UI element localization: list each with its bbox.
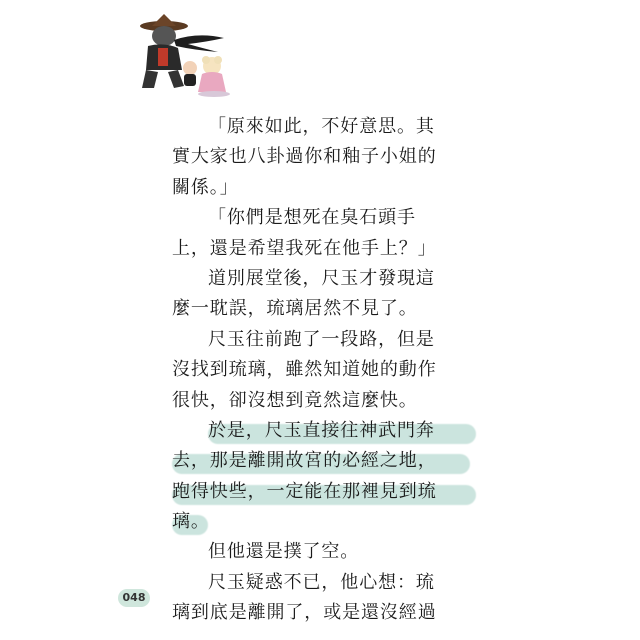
highlighted-line bbox=[172, 477, 472, 507]
paragraph-6 bbox=[172, 537, 472, 567]
text-line: 道別展堂後，尺玉才發現這 bbox=[208, 267, 435, 289]
text-line: 上，還是希望我死在他手上？」 bbox=[172, 237, 437, 259]
paragraph-4 bbox=[172, 325, 472, 416]
text-line: 「你們是想死在臭石頭手 bbox=[208, 207, 416, 229]
text-line: 去，那是離開故宮的必經之地， bbox=[172, 450, 437, 472]
text-line: 關係。」 bbox=[172, 176, 239, 198]
text-line: 於是，尺玉直接往神武門奔 bbox=[208, 419, 435, 441]
highlighted-line bbox=[172, 507, 472, 537]
ninja-characters-illustration bbox=[128, 12, 232, 98]
highlighted-line bbox=[172, 446, 472, 476]
paragraph-2 bbox=[172, 203, 472, 264]
text-line: 璃到底是離開了，或是還沒經過 bbox=[172, 602, 437, 624]
highlighted-line bbox=[172, 416, 472, 446]
text-line: 但他還是撲了空。 bbox=[208, 541, 360, 563]
page-number: 048 bbox=[118, 589, 150, 607]
text-line: 麼一耽誤，琉璃居然不見了。 bbox=[172, 298, 418, 320]
story-text bbox=[172, 112, 472, 629]
text-line: 很快，卻沒想到竟然這麼快。 bbox=[172, 389, 418, 411]
text-line: 璃。 bbox=[172, 511, 210, 533]
paragraph-3 bbox=[172, 264, 472, 325]
paragraph-1 bbox=[172, 112, 472, 203]
text-line: 跑得快些，一定能在那裡見到琉 bbox=[172, 480, 437, 502]
text-line: 「原來如此，不好意思。其 bbox=[208, 116, 435, 137]
paragraph-7 bbox=[172, 568, 472, 629]
text-line: 尺玉疑惑不已，他心想：琉 bbox=[208, 571, 435, 593]
text-line: 沒找到琉璃，雖然知道她的動作 bbox=[172, 359, 437, 381]
text-line: 尺玉往前跑了一段路，但是 bbox=[208, 328, 435, 350]
paragraph-5-highlighted bbox=[172, 416, 472, 538]
text-line: 實大家也八卦過你和釉子小姐的 bbox=[172, 146, 437, 168]
